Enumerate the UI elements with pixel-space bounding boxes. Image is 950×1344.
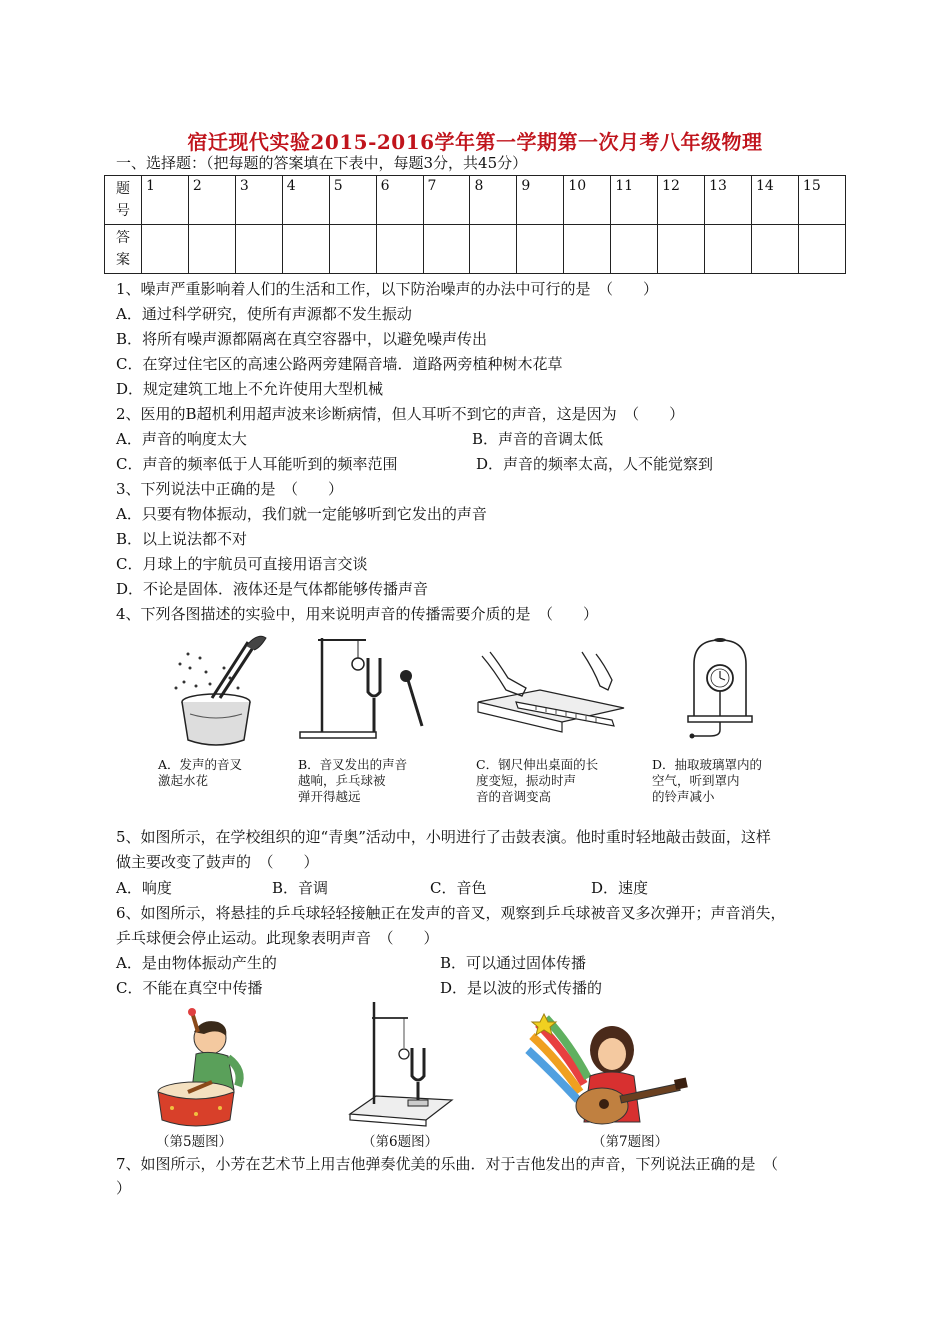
q5-option-d: D．速度 [591,879,649,897]
bell-jar-figure [680,636,760,748]
caption-line: 越响，乒乓球被 [298,773,386,788]
q7-stem-cont: ） [116,1179,132,1197]
answer-cell[interactable] [705,225,752,274]
q2-option-b: B．声音的音调太低 [472,430,604,448]
fork-stand-figure [346,998,456,1128]
table-cell: 14 [751,176,798,225]
row-head-answer-text: 答案 [116,230,130,268]
caption-line: C．钢尺伸出桌面的长 [476,757,599,772]
q3-option-b: B．以上说法都不对 [116,530,248,548]
table-cell: 6 [376,176,423,225]
caption-line: 音的音调变高 [476,789,552,804]
answer-cell[interactable] [376,225,423,274]
table-cell: 5 [329,176,376,225]
caption-line: 激起水花 [158,773,209,788]
answer-cell[interactable] [282,225,329,274]
table-cell: 11 [611,176,658,225]
answer-table [104,175,846,274]
q2-option-c: C．声音的频率低于人耳能听到的频率范围 [116,455,398,473]
q2-stem: 2、医用的B超机利用超声波来诊断病情，但人耳听不到它的声音，这是因为 （ ） [116,405,685,423]
q5-stem-cont: 做主要改变了鼓声的 （ ） [116,853,319,871]
q3-option-a: A．只要有物体振动，我们就一定能够听到它发出的声音 [116,505,487,523]
fig5-caption: （第5题图） [156,1134,233,1150]
answer-cell[interactable] [564,225,611,274]
q3-option-d: D．不论是固体．液体还是气体都能够传播声音 [116,580,429,598]
q5-option-c: C．音色 [430,879,487,897]
ruler-on-table-figure [476,650,626,740]
table-cell: 2 [188,176,235,225]
row-head-number [105,176,142,225]
q1-option-a: A．通过科学研究，使所有声源都不发生振动 [116,305,412,323]
caption-line: B．音叉发出的声音 [298,757,408,772]
q4-stem: 4、下列各图描述的实验中，用来说明声音的传播需要介质的是 （ ） [116,605,599,623]
drummer-figure [152,1006,252,1130]
q3-stem: 3、下列说法中正确的是 （ ） [116,480,344,498]
q6-option-c: C．不能在真空中传播 [116,979,263,997]
q2-option-a: A．声音的响度太大 [116,430,247,448]
q7-stem: 7、如图所示，小芳在艺术节上用吉他弹奏优美的乐曲．对于吉他发出的声音，下列说法正确的是 （ [116,1155,779,1173]
table-cell: 10 [564,176,611,225]
caption-line: 度变短，振动时声 [476,773,577,788]
table-cell: 12 [658,176,705,225]
answer-cell[interactable] [329,225,376,274]
table-cell: 7 [423,176,470,225]
table-row [105,225,846,274]
answer-cell[interactable] [142,225,189,274]
table-cell: 8 [470,176,517,225]
caption-line: 弹开得越远 [298,789,361,804]
answer-cell[interactable] [188,225,235,274]
table-cell: 4 [282,176,329,225]
table-cell: 13 [705,176,752,225]
tuning-fork-water-figure [160,628,280,750]
tuning-fork-ball-figure [296,628,446,742]
q6-option-d: D．是以波的形式传播的 [440,979,603,997]
answer-cell[interactable] [423,225,470,274]
table-cell: 9 [517,176,564,225]
caption-line: 空气，听到罩内 [652,773,740,788]
q5-option-b: B．音调 [272,879,329,897]
answer-cell[interactable] [470,225,517,274]
q2-option-d: D．声音的频率太高，人不能觉察到 [476,455,714,473]
table-cell: 15 [798,176,845,225]
q5-option-a: A．响度 [116,879,172,897]
answer-cell[interactable] [751,225,798,274]
answer-cell[interactable] [611,225,658,274]
q4-caption-c [476,757,598,805]
q1-option-c: C．在穿过住宅区的高速公路两旁建隔音墙．道路两旁植种树木花草 [116,355,563,373]
q6-stem: 6、如图所示，将悬挂的乒乓球轻轻接触正在发声的音叉，观察到乒乓球被音叉多次弹开；声音消失， [116,904,786,922]
q1-stem: 1、噪声严重影响着人们的生活和工作，以下防治噪声的办法中可行的是 （ ） [116,280,659,298]
fig6-caption: （第6题图） [362,1134,439,1150]
page-title: 宿迁现代实验2015-2016学年第一学期第一次月考八年级物理 [187,130,763,154]
q4-caption-a [158,757,242,789]
q1-option-b: B．将所有噪声源都隔离在真空容器中，以避免噪声传出 [116,330,488,348]
q3-option-c: C．月球上的宇航员可直接用语言交谈 [116,555,368,573]
q1-option-d: D．规定建筑工地上不允许使用大型机械 [116,380,384,398]
section-heading: 一、选择题：（把每题的答案填在下表中，每题3分，共45分） [116,154,528,172]
caption-line: 的铃声减小 [652,789,715,804]
answer-cell[interactable] [658,225,705,274]
row-head-number-text: 题号 [116,181,130,219]
table-cell: 1 [142,176,189,225]
table-row [105,176,846,225]
answer-cell[interactable] [517,225,564,274]
answer-cell[interactable] [235,225,282,274]
q5-stem: 5、如图所示，在学校组织的迎“青奥”活动中，小明进行了击鼓表演。他时重时轻地敲击鼓面，这样 [116,828,771,846]
q6-option-b: B．可以通过固体传播 [440,954,587,972]
caption-line: A．发声的音叉 [158,757,243,772]
guitar-girl-figure [524,1010,694,1132]
q6-option-a: A．是由物体振动产生的 [116,954,277,972]
caption-line: D．抽取玻璃罩内的 [652,757,763,772]
fig7-caption: （第7题图） [592,1134,669,1150]
q4-caption-d [652,757,762,805]
answer-cell[interactable] [798,225,845,274]
q6-stem-cont: 乒乓球便会停止运动。此现象表明声音 （ ） [116,929,439,947]
table-cell: 3 [235,176,282,225]
q4-caption-b [298,757,407,805]
row-head-answer [105,225,142,274]
